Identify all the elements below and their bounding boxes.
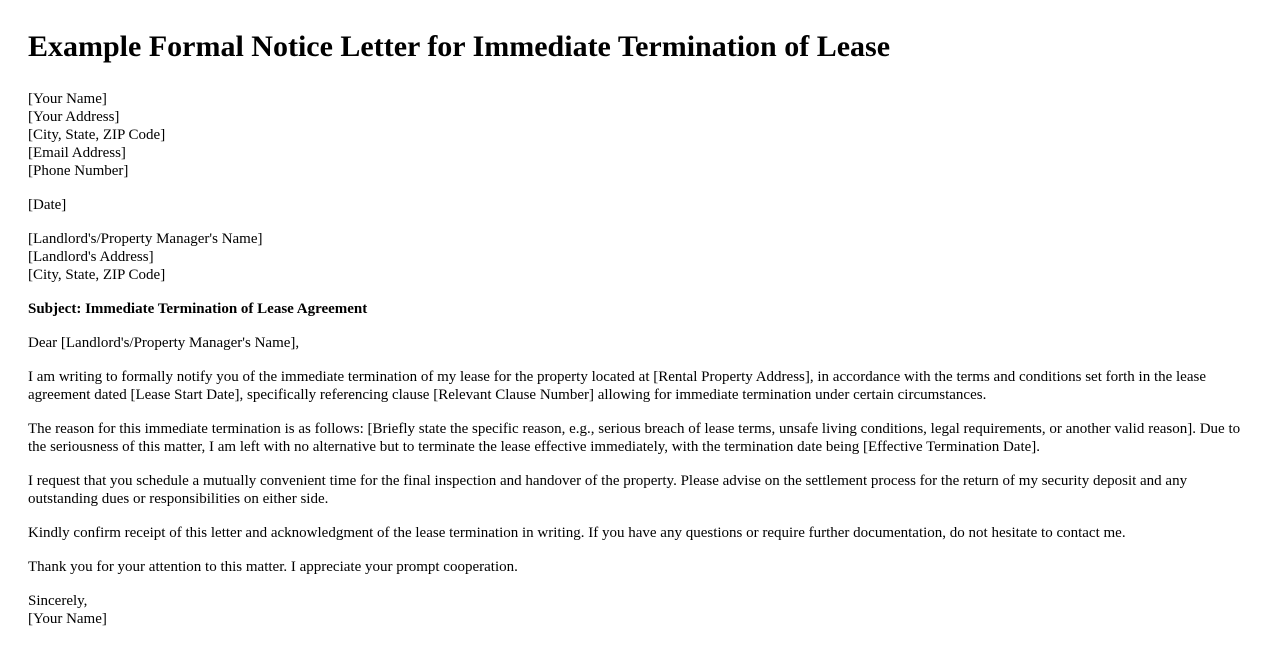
body-paragraph-3: I request that you schedule a mutually convenient time for the final inspection and handover of the property. Please advise on the settlement process for the return of my security deposit and any outstanding dues or responsibilities on either side. [28,473,1188,507]
signature: [Your Name] [28,611,107,627]
recipient-name: [Landlord's/Property Manager's Name] [28,231,263,247]
recipient-block [28,230,1250,284]
sender-phone: [Phone Number] [28,163,129,179]
body-paragraph-5: Thank you for your attention to this matter. I appreciate your prompt cooperation. [28,559,518,575]
body-paragraph-1: I am writing to formally notify you of the immediate termination of my lease for the property located at [Rental Property Address], in accordance with the terms and conditions set forth in the lease agreement dated [Lease Start Date], specifically referencing clause [Relevant Clause Number] allowing for immediate termination under certain circumstances. [28,369,1206,403]
sender-email: [Email Address] [28,145,126,161]
recipient-city: [City, State, ZIP Code] [28,267,166,283]
sender-address: [Your Address] [28,109,120,125]
sender-name: [Your Name] [28,91,107,107]
body-paragraph-2: The reason for this immediate termination is as follows: [Briefly state the specific reason, e.g., serious breach of lease terms, unsafe living conditions, legal requirements, or another valid reason]. Due to the seriousness of this matter, I am left with no alternative but to terminate the lease effective immediately, with the termination date being [Effective Termination Date]. [28,421,1241,455]
date-block [28,196,1250,214]
closing-block [28,592,1250,628]
salutation: Dear [Landlord's/Property Manager's Name], [28,335,300,351]
subject-line: Subject: Immediate Termination of Lease Agreement [28,301,368,317]
sender-city: [City, State, ZIP Code] [28,127,166,143]
body-paragraph-4: Kindly confirm receipt of this letter and acknowledgment of the lease termination in writing. If you have any questions or require further documentation, do not hesitate to contact me. [28,525,1126,541]
recipient-address: [Landlord's Address] [28,249,154,265]
sender-block [28,90,1250,180]
page-title: Example Formal Notice Letter for Immediate Termination of Lease [28,30,891,63]
closing: Sincerely, [28,593,88,609]
letter-date: [Date] [28,197,67,213]
